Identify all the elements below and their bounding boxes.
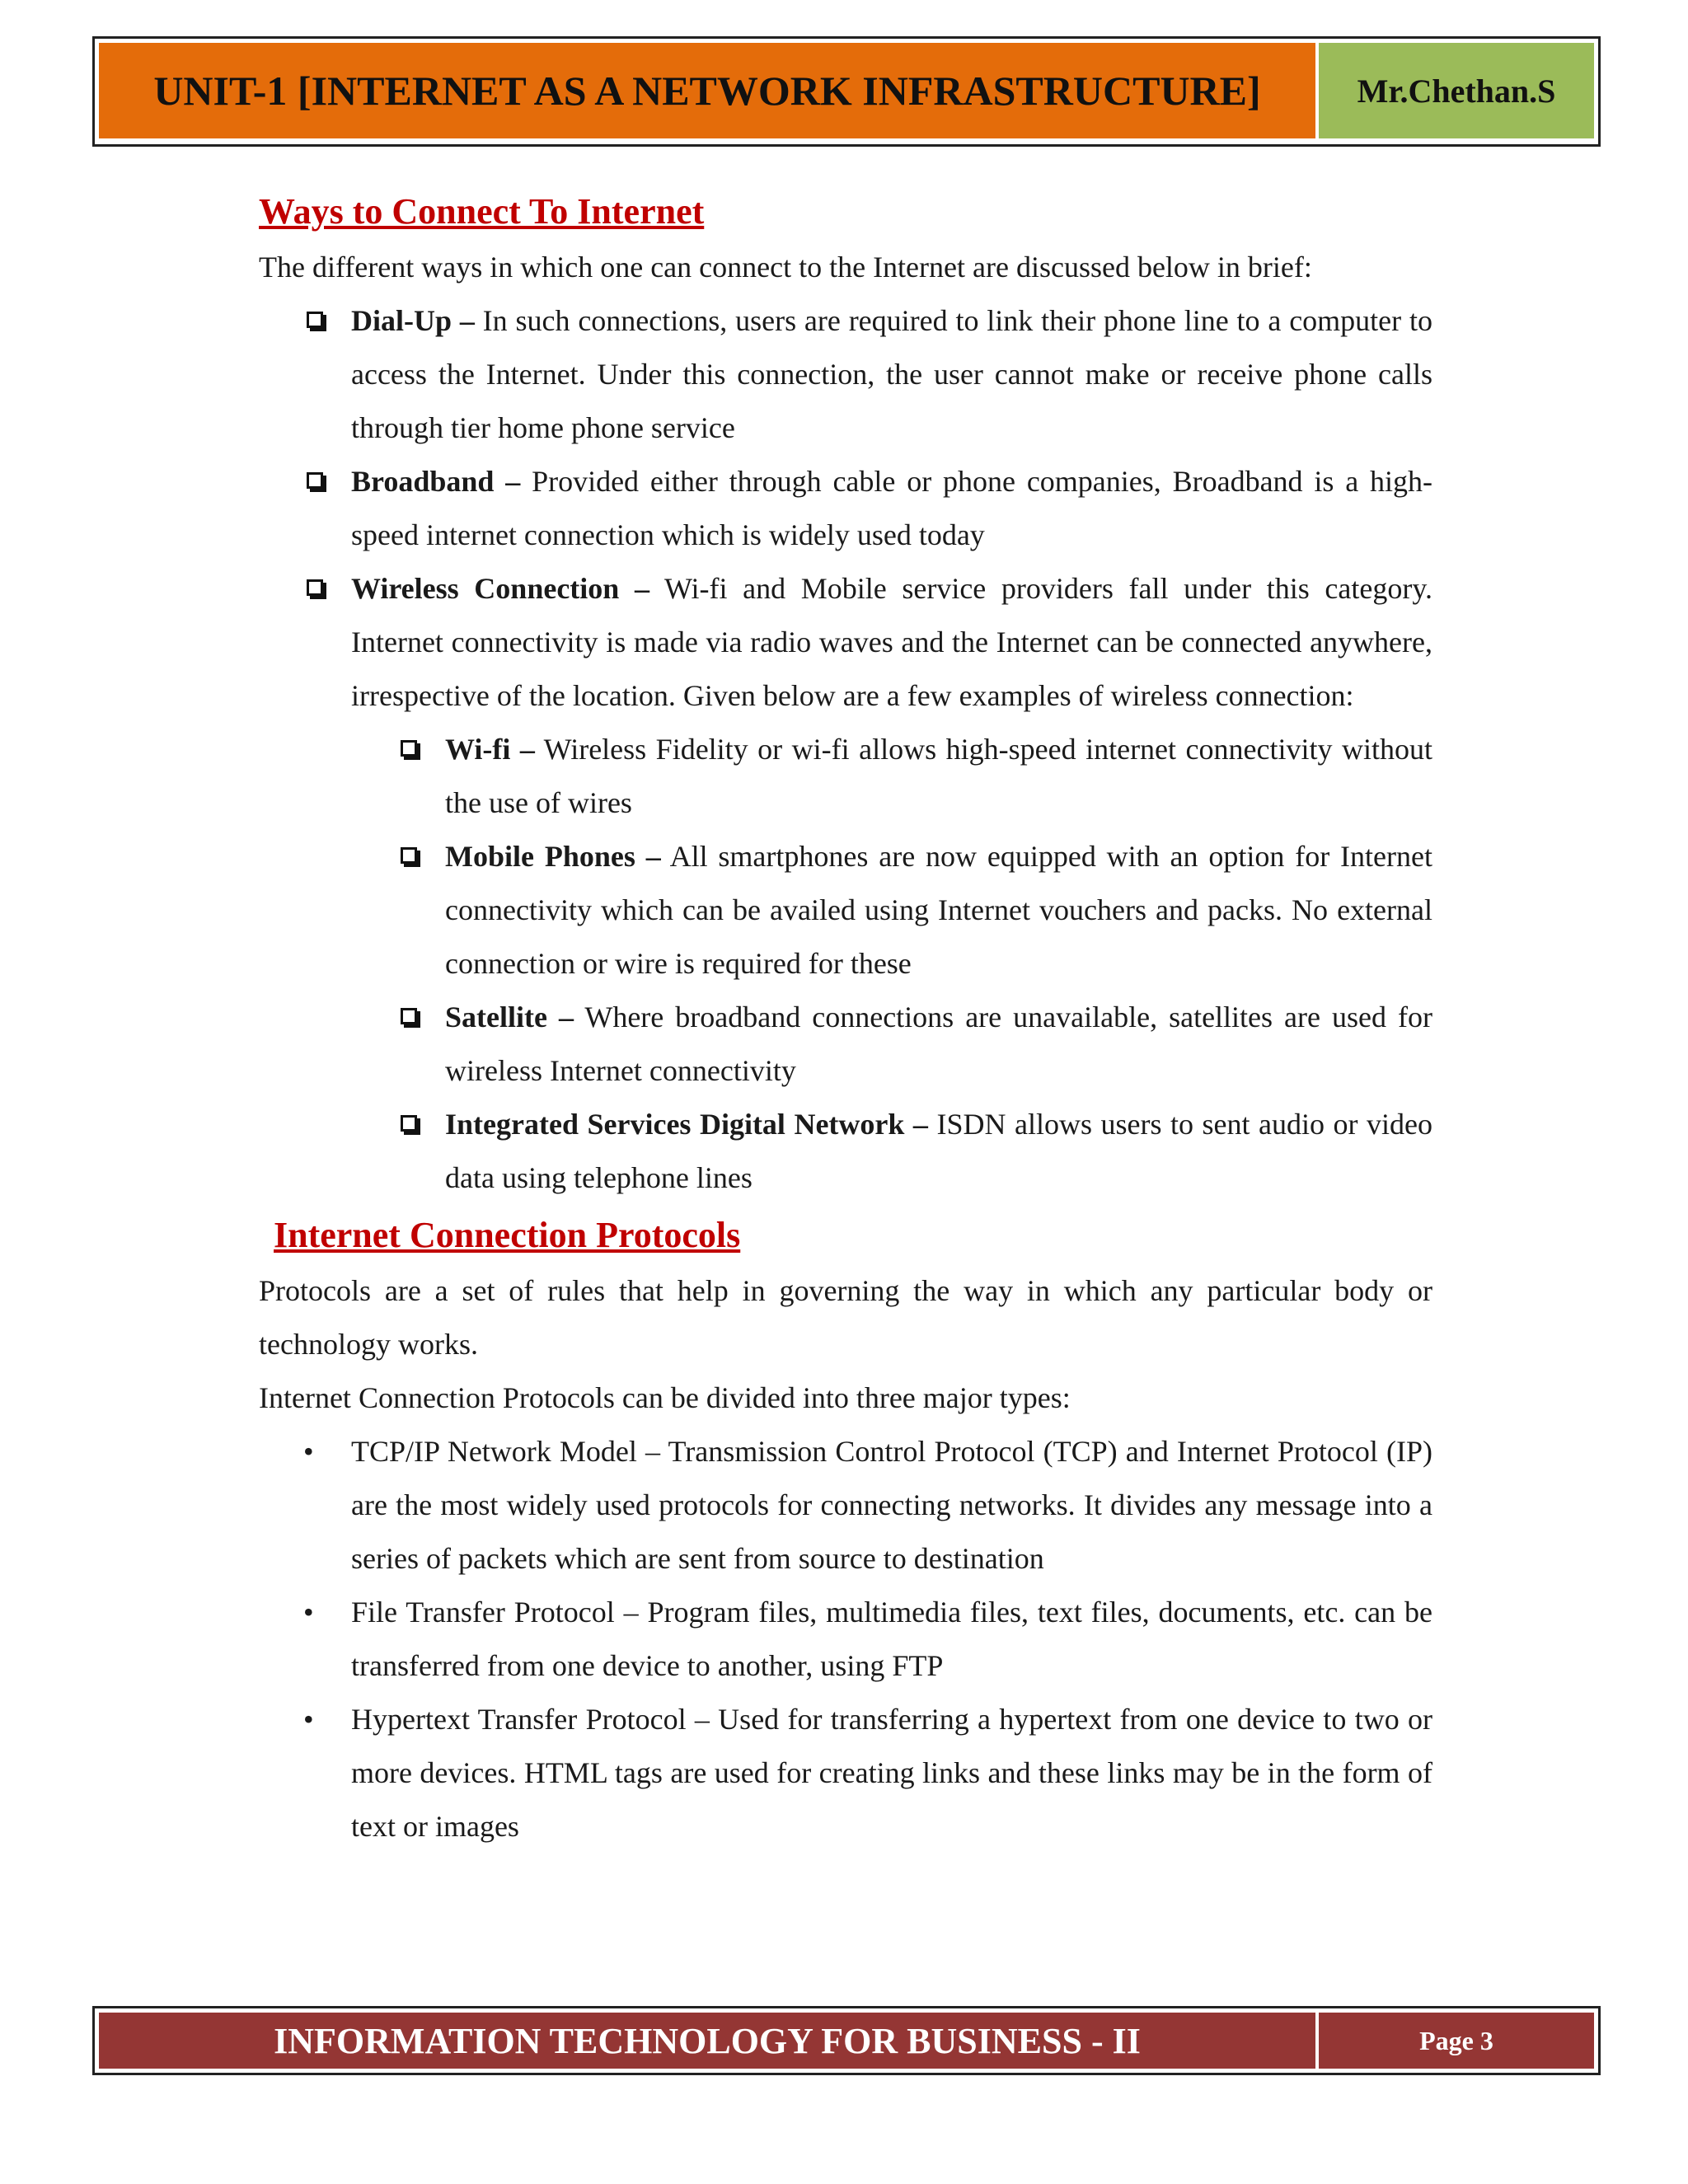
- bullet-icon: •: [303, 1596, 314, 1629]
- item-term: Wi-fi –: [445, 733, 535, 766]
- list-item-broadband: [351, 455, 1432, 562]
- sublist-item-isdn: [445, 1098, 1432, 1205]
- protocols-intro: Protocols are a set of rules that help in governing the way in which any particular body or technology works.: [259, 1274, 1432, 1361]
- item-term: Broadband –: [351, 465, 521, 498]
- checkbox-bullet-icon: [401, 740, 417, 757]
- checkbox-bullet-icon: [401, 847, 417, 864]
- sublist-item-mobile-phones: [445, 830, 1432, 991]
- item-text: In such connections, users are required to link their phone line to a computer to access the Internet. Under this connection, the user cannot make or receive phone calls through tier home phone service: [351, 304, 1432, 444]
- item-term: Satellite –: [445, 1001, 574, 1033]
- page-content: [259, 183, 1432, 1854]
- list-item-wireless: [351, 562, 1432, 723]
- checkbox-bullet-icon: [401, 1008, 417, 1024]
- item-text: ISDN allows users to sent audio or video data using telephone lines: [445, 1108, 1432, 1194]
- item-term: Dial-Up –: [351, 304, 475, 337]
- item-text: File Transfer Protocol – Program files, multimedia files, text files, documents, etc. can be transferred from one device to another, using FTP: [351, 1596, 1432, 1682]
- unit-title: UNIT-1 [INTERNET AS A NETWORK INFRASTRUCTURE]: [99, 43, 1315, 138]
- protocol-item-ftp: [303, 1586, 1432, 1693]
- checkbox-bullet-icon: [307, 579, 323, 596]
- item-term: Mobile Phones –: [445, 840, 661, 873]
- item-term: Integrated Services Digital Network –: [445, 1108, 928, 1141]
- protocols-intro-types: Internet Connection Protocols can be divided into three major types:: [259, 1381, 1071, 1414]
- item-text: Provided either through cable or phone companies, Broadband is a high-speed internet connection which is widely used today: [351, 465, 1432, 551]
- sublist-item-wifi: [445, 723, 1432, 830]
- item-text: TCP/IP Network Model – Transmission Control Protocol (TCP) and Internet Protocol (IP) are the most widely used protocols for connecting networks. It divides any message into a series of packets which are sent from source to destination: [351, 1435, 1432, 1575]
- page-number: Page 3: [1319, 2013, 1594, 2069]
- item-term: Wireless Connection –: [351, 572, 649, 605]
- section-intro: The different ways in which one can connect to the Internet are discussed below in brief:: [259, 251, 1312, 284]
- bullet-icon: •: [303, 1435, 314, 1468]
- checkbox-bullet-icon: [307, 312, 323, 328]
- course-title: INFORMATION TECHNOLOGY FOR BUSINESS - II: [99, 2013, 1315, 2069]
- list-item-dial-up: [351, 294, 1432, 455]
- item-text: Wi-fi and Mobile service providers fall under this category. Internet connectivity is made via radio waves and the Internet can be connected anywhere, irrespective of the location. Given below are a few examples of wireless connection:: [351, 572, 1432, 712]
- sublist-item-satellite: [445, 991, 1432, 1098]
- checkbox-bullet-icon: [307, 472, 323, 489]
- item-text: All smartphones are now equipped with an option for Internet connectivity which can be availed using Internet vouchers and packs. No external connection or wire is required for these: [445, 840, 1432, 980]
- section-heading-ways-to-connect: Ways to Connect To Internet: [259, 191, 705, 232]
- item-text: Where broadband connections are unavailable, satellites are used for wireless Internet connectivity: [445, 1001, 1432, 1087]
- author-name: Mr.Chethan.S: [1319, 43, 1594, 138]
- protocol-item-tcp-ip: [303, 1425, 1432, 1586]
- item-text: Hypertext Transfer Protocol – Used for transferring a hypertext from one device to two or more devices. HTML tags are used for creating links and these links may be in the form of text or images: [351, 1703, 1432, 1843]
- item-text: Wireless Fidelity or wi-fi allows high-speed internet connectivity without the use of wires: [445, 733, 1432, 819]
- bullet-icon: •: [303, 1703, 314, 1736]
- section-heading-protocols: Internet Connection Protocols: [274, 1215, 741, 1255]
- checkbox-bullet-icon: [401, 1115, 417, 1132]
- protocol-item-http: [303, 1693, 1432, 1854]
